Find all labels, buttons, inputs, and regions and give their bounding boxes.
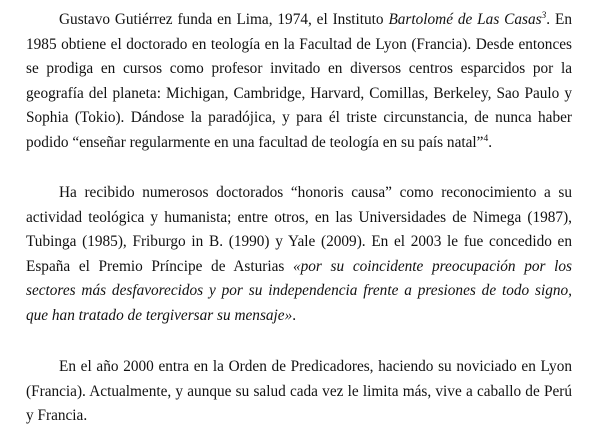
award-quote: «por su coincidente preocupación por los sectores más desfavorecidos y por su independencia frente a presiones de todo signo, que han tratado de tergiversar su mensaje» <box>26 257 572 324</box>
paragraph-2 <box>26 181 572 328</box>
paragraph-3-text: En el año 2000 entra en la Orden de Predicadores, haciendo su noviciado en Lyon (Francia). Actualmente, y aunque su salud cada vez le limita más, vive a caballo de Perú y Francia. <box>26 358 572 424</box>
footnote-3-marker: 3 <box>541 10 547 21</box>
paragraph-1-text-a: Gustavo Gutiérrez funda en Lima, 1974, el Instituto <box>59 11 389 28</box>
paragraph-1-text-b: . En 1985 obtiene el doctorado en teología en la Facultad de Lyon (Francia). Desde entonces se prodiga en cursos como profesor invitado en diversos centros esparcidos por la geografía del planeta: Michigan, Cambridge, Harvard, Comillas, Berkeley, Sao Paulo y Sophia (Tokio). Dándose la paradójica, y para él triste circunstancia, de nunca haber podido “enseñar regularmente en una facultad de teología en su país natal” <box>26 11 572 151</box>
institute-name: Bartolomé de Las Casas <box>388 11 542 28</box>
paragraph-1 <box>26 8 572 155</box>
paragraph-2-text-b: . <box>292 306 297 324</box>
footnote-4-marker: 4 <box>483 133 489 144</box>
paragraph-3 <box>26 355 572 429</box>
paragraph-1-text-c: . <box>488 133 493 151</box>
paragraph-2-text-a: Ha recibido numerosos doctorados “honoris causa” como reconocimiento a su actividad teológica y humanista; entre otros, en las Universidades de Nimega (1987), Tubinga (1985), Friburgo in B. (1990) y Yale (2009). En el 2003 le fue concedido en España el Premio Príncipe de Asturias <box>26 184 572 275</box>
